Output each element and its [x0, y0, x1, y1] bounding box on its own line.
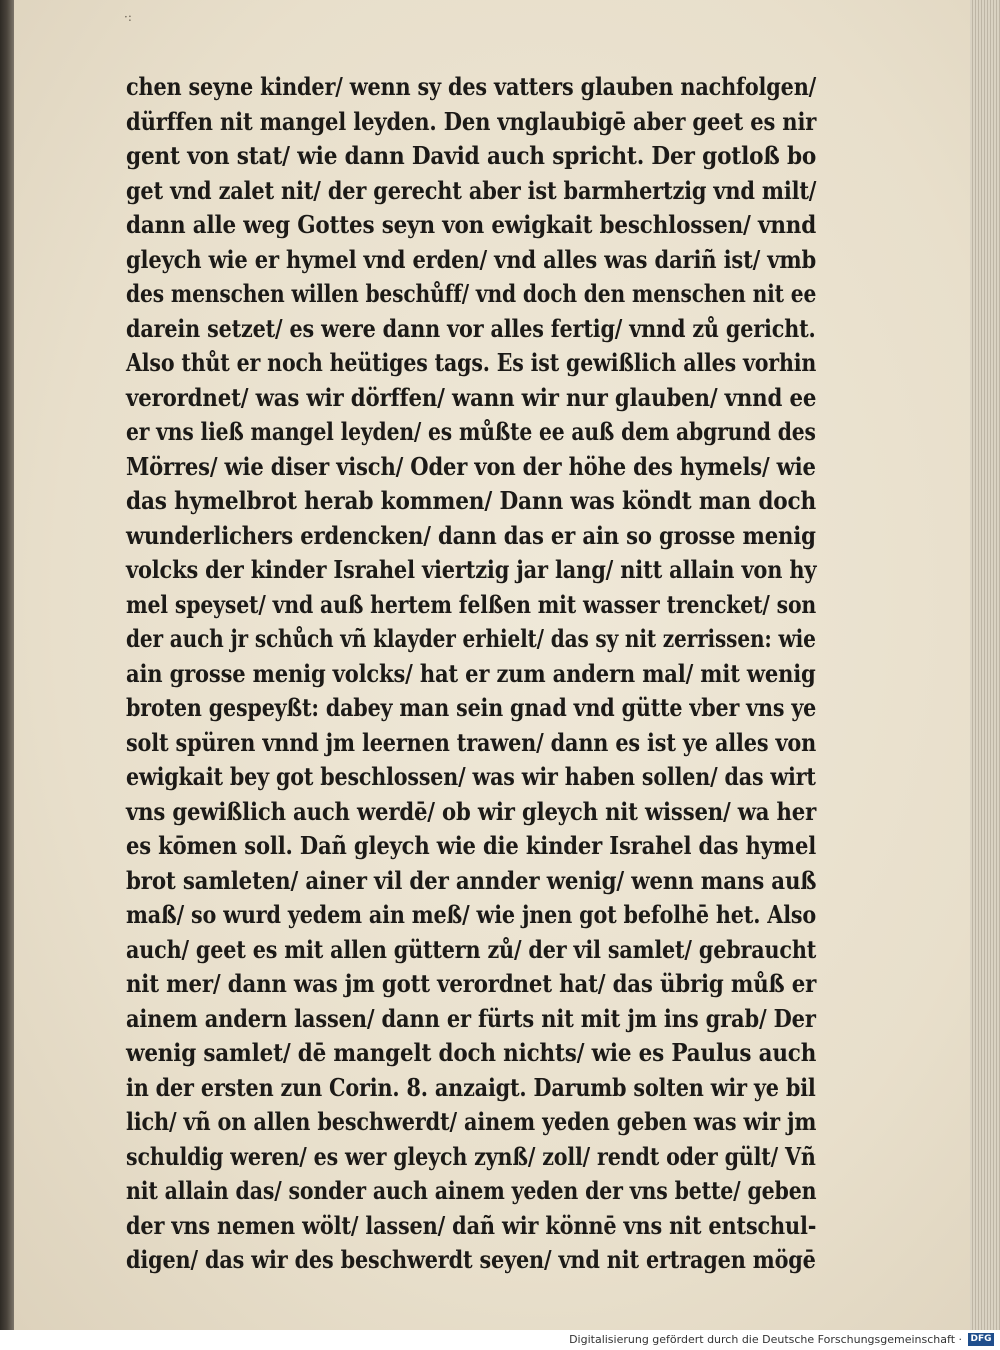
text-line: ain grosse menig volcks/ hat er zum andern mal/ mit wenig: [126, 658, 816, 688]
text-line: brot samleten/ ainer vil der annder wenig/ wenn mans auß: [126, 865, 817, 895]
text-line: der auch jr schůch vñ klayder erhielt/ das sy nit zerrissen: wie: [126, 624, 816, 653]
text-line: darein setzet/ es were dann vor alles fertig/ vnnd zů gericht.: [126, 313, 816, 343]
text-line: chen seyne kinder/ wenn sy des vatters glauben nachfolgen/: [126, 72, 817, 101]
text-line: volcks der kinder Israhel viertzig jar lang/ nitt allain von hy: [126, 555, 817, 584]
page-corner-mark: ·:: [124, 10, 132, 24]
text-line: des menschen willen beschůff/ vnd doch den menschen nit ee: [126, 279, 817, 308]
text-line: schuldig weren/ es wer gleych zynß/ zoll/ rendt oder gült/ Vñ: [126, 1141, 816, 1171]
text-line: Mörres/ wie diser visch/ Oder von der höhe des hymels/ wie: [126, 451, 816, 481]
text-line: wenig samlet/ dē mangelt doch nichts/ wie es Paulus auch: [126, 1038, 817, 1067]
text-line: das hymelbrot herab kommen/ Dann was köndt man doch: [126, 486, 817, 515]
text-line: gent von stat/ wie dann David auch spricht. Der gotloß bo: [126, 141, 817, 170]
text-line: verordnet/ was wir dörffen/ wann wir nur glauben/ vnnd ee: [126, 382, 817, 412]
dfg-logo-icon: DFG: [968, 1333, 994, 1346]
text-line: der vns nemen wölt/ lassen/ dañ wir könnē vns nit entschul-: [126, 1210, 817, 1240]
text-line: ewigkait bey got beschlossen/ was wir haben sollen/ das wirt: [126, 762, 816, 791]
text-line: wunderlichers erdencken/ dann das er ain so grosse menig: [126, 520, 816, 550]
text-line: get vnd zalet nit/ der gerecht aber ist barmhertzig vnd milt/: [126, 175, 817, 205]
text-line: nit allain das/ sonder auch ainem yeden der vns bette/ geben: [126, 1176, 817, 1205]
text-line: er vns ließ mangel leyden/ es můßte ee auß dem abgrund des: [126, 417, 816, 446]
text-line: in der ersten zun Corin. 8. anzaigt. Darumb solten wir ye bil: [126, 1072, 816, 1102]
footer-credit: Digitalisierung gefördert durch die Deutsche Forschungsgemeinschaft ·: [569, 1333, 962, 1346]
text-line: dürffen nit mangel leyden. Den vnglaubigē aber geet es nir: [126, 106, 817, 136]
footer-bar: [0, 1330, 1000, 1350]
text-line: broten gespeyßt: dabey man sein gnad vnd gütte vber vns ye: [126, 693, 817, 722]
text-line: dann alle weg Gottes seyn von ewigkait beschlossen/ vnnd: [126, 210, 817, 239]
page-stack-edge: [970, 0, 1000, 1330]
page-text-block: [126, 70, 816, 1278]
text-line: gleych wie er hymel vnd erden/ vnd alles was dariñ ist/ vmb: [126, 244, 817, 274]
text-line: maß/ so wurd yedem ain meß/ wie jnen got befolhē het. Also: [126, 900, 817, 929]
text-line: lich/ vñ on allen beschwerdt/ ainem yeden geben was wir jm: [126, 1107, 817, 1136]
text-line: solt spüren vnnd jm leernen trawen/ dann es ist ye alles von: [126, 727, 817, 757]
text-line: es kōmen soll. Dañ gleych wie die kinder Israhel das hymel: [126, 831, 817, 860]
book-page: [14, 0, 970, 1330]
text-line: nit mer/ dann was jm gott verordnet hat/ das übrig můß er: [126, 969, 817, 998]
text-line: vns gewißlich auch werdē/ ob wir gleych nit wissen/ wa her: [126, 796, 817, 826]
text-line: ainem andern lassen/ dann er fürts nit mit jm ins grab/ Der: [126, 1003, 816, 1033]
book-spine: [0, 0, 14, 1330]
text-line: auch/ geet es mit allen güttern zů/ der vil samlet/ gebraucht: [126, 934, 817, 964]
text-line: digen/ das wir des beschwerdt seyen/ vnd nit ertragen mögē: [126, 1245, 816, 1274]
text-line: mel speyset/ vnd auß hertem felßen mit wasser trencket/ son: [126, 589, 817, 619]
text-line: Also thůt er noch heütiges tags. Es ist gewißlich alles vorhin: [126, 348, 817, 377]
